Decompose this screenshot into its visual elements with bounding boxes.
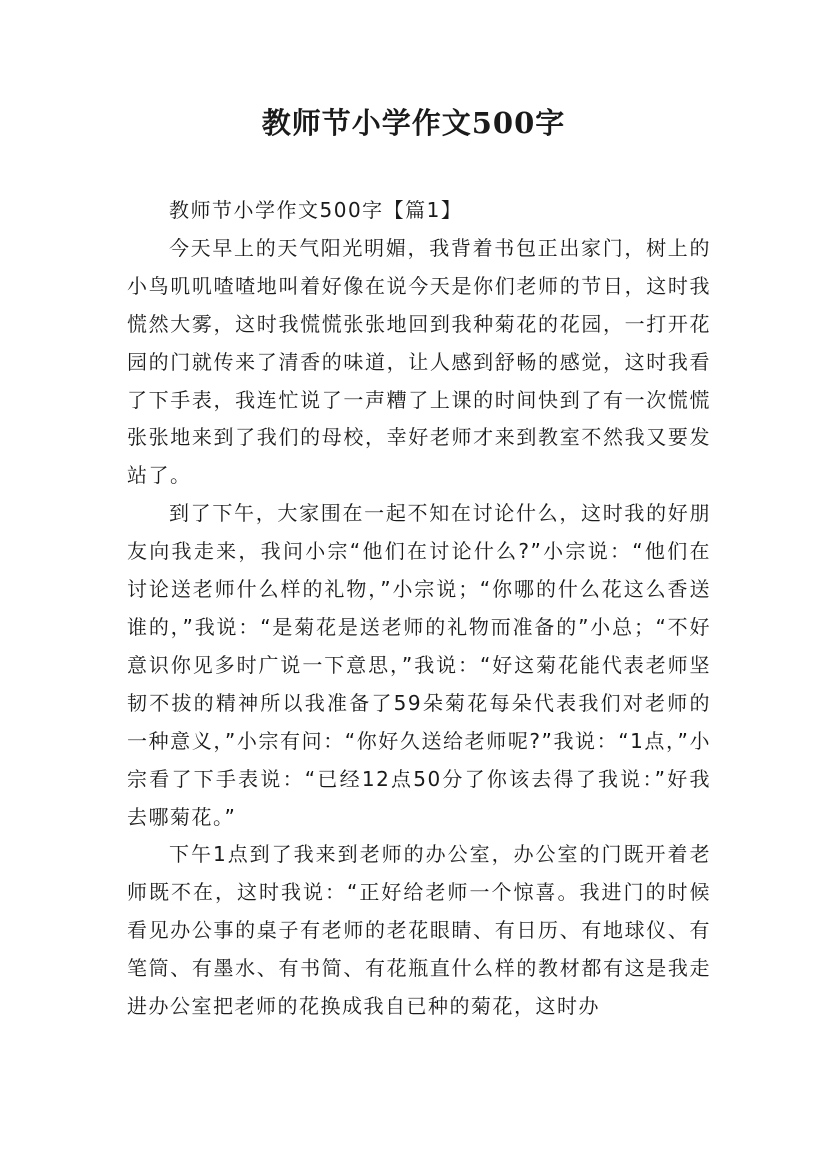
body-paragraph: 到了下午，大家围在一起不知在讨论什么，这时我的好朋友向我走来，我问小宗“他们在讨论什么?”小宗说：“他们在讨论送老师什么样的礼物，”小宗说；“你哪的什么花这么香送谁的，”我说：“是菊花是送老师的礼物而准备的”小总；“不好意识你见多时广说一下意思，”我说：“好这菊花能代表老师坚韧不拔的精神所以我准备了59朵菊花每朵代表我们对老师的一种意义，”小宗有问：“你好久送给老师呢?”我说：“1点，”小宗看了下手表说：“已经12点50分了你该去得了我说：”好我去哪菊花。” [127, 501, 711, 829]
body-paragraph: 今天早上的天气阳光明媚，我背着书包正出家门，树上的小鸟叽叽喳喳地叫着好像在说今天是你们老师的节日，这时我慌然大雾，这时我慌慌张张地回到我种菊花的花园，一打开花园的门就传来了清香的味道，让人感到舒畅的感觉，这时我看了下手表，我连忙说了一声糟了上课的时间快到了有一次慌慌张张地来到了我们的母校，幸好老师才来到教室不然我又要发站了。 [127, 235, 711, 488]
document-title: 教师节小学作文500字 [261, 106, 566, 140]
section-heading: 教师节小学作文500字【篇1】 [169, 198, 463, 222]
document-body [127, 192, 711, 1026]
body-paragraph: 下午1点到了我来到老师的办公室，办公室的门既开着老师既不在，这时我说：“正好给老师一个惊喜。我进门的时候看见办公事的桌子有老师的老花眼睛、有日历、有地球仪、有笔筒、有墨水、有书简、有花瓶直什么样的教材都有这是我走进办公室把老师的花换成我自已种的菊花，这时办 [127, 842, 711, 1019]
